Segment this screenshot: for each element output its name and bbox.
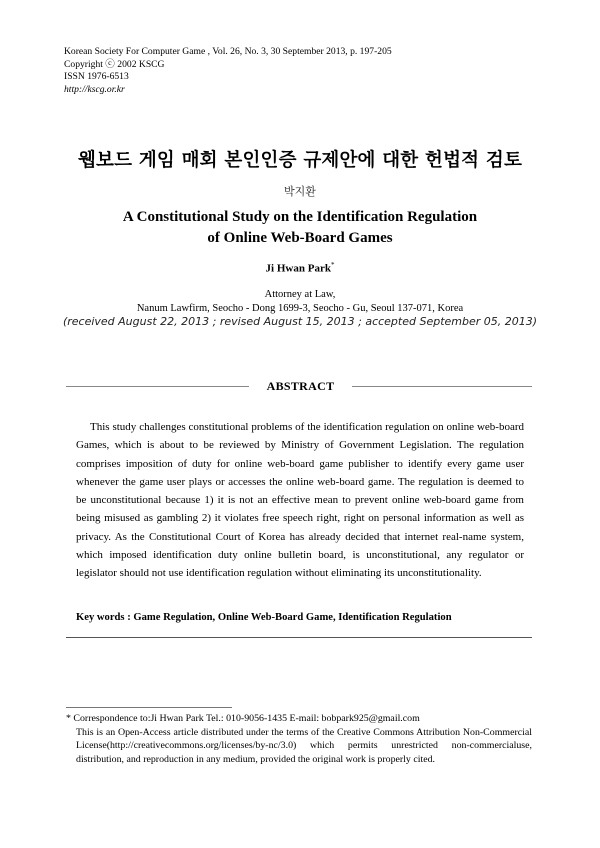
abstract-rule-left	[66, 386, 249, 387]
section-divider	[66, 637, 532, 638]
keywords: Key words : Game Regulation, Online Web-Board Game, Identification Regulation	[76, 612, 452, 623]
korean-author: 박지환	[284, 185, 316, 198]
english-author	[0, 261, 600, 275]
abstract-body: This study challenges constitutional problems of the identification regulation on online web-board Games, which is about to be reviewed by Ministry of Government Legislation. The regulation comprises imposition of duty for online web-board game publisher to identify every game user whenever the game user plays or accesses the online web-board game. The regulation is deemed to be unconstitutional because 1) it is not an effective mean to prevent online web-board game from being misused as gambling 2) it violates free speech right, right on personal information as well as privacy. As the Constitutional Court of Korea has already decided that internet real-name system, which imposed identification duty online bulletin board, is unconstitutional, any regulator or legislator should not use identification regulation without eliminating its unconstitutionality.	[76, 421, 524, 580]
footnote	[66, 712, 532, 767]
footnote-rule	[66, 707, 232, 708]
journal-header	[64, 46, 392, 96]
license-text: This is an Open-Access article distributed under the terms of the Creative Commons Attribution Non-Commercial License(http://creativecommons.org/licenses/by-nc/3.0) which permits unrestricted non-commercialuse, distribution, and reproduction in any medium, provided the original work is properly cited.	[76, 726, 532, 766]
english-title-line2: of Online Web-Board Games	[207, 230, 393, 246]
affiliation	[0, 288, 600, 315]
abstract-rule-right	[352, 386, 532, 387]
correspondence-line: * Correspondence to:Ji Hwan Park Tel.: 010-9056-1435 E-mail: bobpark925@gmail.com	[66, 713, 420, 724]
abstract-heading: ABSTRACT	[266, 379, 335, 393]
english-title-line1: A Constitutional Study on the Identification Regulation	[122, 209, 478, 225]
korean-title: 웹보드 게임 매회 본인인증 규제안에 대한 헌법적 검토	[77, 150, 523, 171]
received-dates: (received August 22, 2013 ; revised August 15, 2013 ; accepted September 05, 2013)	[62, 315, 538, 328]
journal-citation: Korean Society For Computer Game , Vol. 26, No. 3, 30 September 2013, p. 197-205	[64, 46, 392, 57]
affiliation-line1: Attorney at Law,	[264, 289, 336, 300]
author-footnote-mark: *	[330, 261, 335, 269]
author-name: Ji Hwan Park	[265, 262, 331, 275]
issn-line: ISSN 1976-6513	[64, 71, 129, 83]
copyright-line: Copyright ⓒ 2002 KSCG	[64, 58, 165, 70]
journal-url[interactable]: http://kscg.or.kr	[64, 83, 125, 95]
english-title	[0, 207, 600, 249]
affiliation-line2: Nanum Lawfirm, Seocho - Dong 1699-3, Seocho - Gu, Seoul 137-071, Korea	[136, 302, 464, 314]
